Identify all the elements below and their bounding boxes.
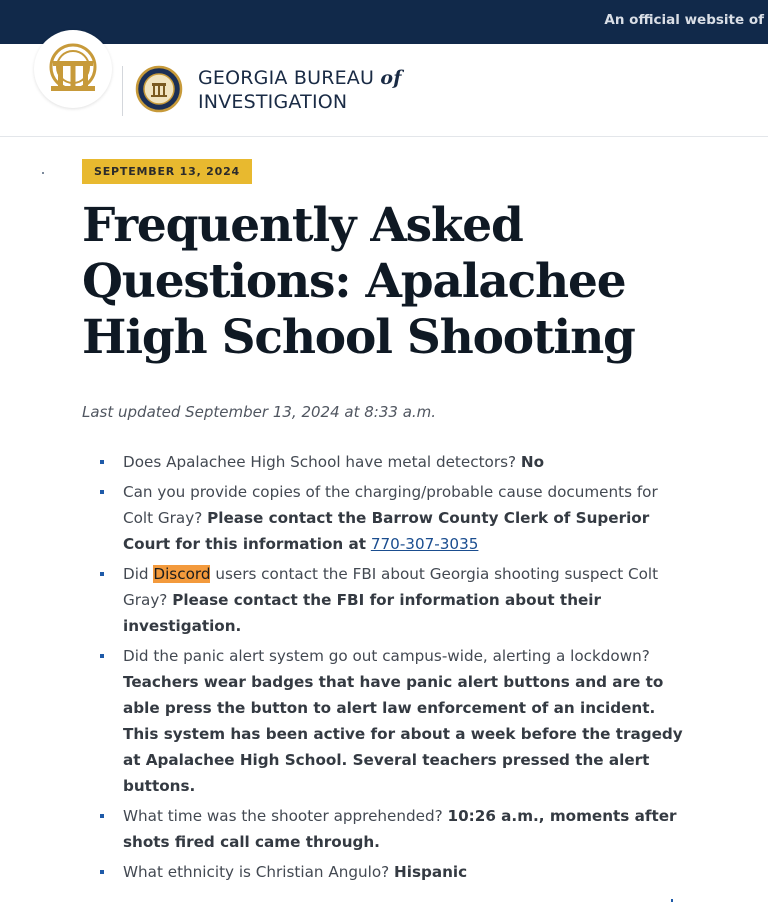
highlighted-term: Discord <box>153 565 211 583</box>
header-divider <box>122 66 123 116</box>
square-bullet-icon <box>100 870 104 874</box>
georgia-arch-logo-icon[interactable] <box>34 30 112 108</box>
agency-line2: INVESTIGATION <box>198 91 348 113</box>
faq-answer: Please contact the FBI for information about their investigation. <box>123 591 601 635</box>
faq-question-prefix: Did <box>123 565 149 583</box>
page-title: Frequently Asked Questions: Apalachee High School Shooting <box>82 198 635 365</box>
list-item <box>98 859 688 885</box>
phone-link[interactable]: 770-307-3035 <box>370 535 479 553</box>
gbi-seal-icon[interactable] <box>135 63 183 115</box>
faq-question: Can you provide copies of the charging/probable cause documents for Colt Gray? <box>123 483 658 527</box>
faq-question: Did the panic alert system go out campus-wide, alerting a lockdown? <box>123 647 650 665</box>
faq-question: What ethnicity is Christian Angulo? <box>123 863 390 881</box>
square-bullet-icon <box>100 654 104 658</box>
list-item <box>98 803 688 855</box>
square-bullet-icon <box>100 814 104 818</box>
square-bullet-icon <box>100 572 104 576</box>
top-banner <box>0 0 768 44</box>
agency-line1: GEORGIA BUREAU <box>198 67 375 89</box>
decorative-dot <box>671 899 673 902</box>
site-header <box>0 44 768 137</box>
faq-answer: 10:26 a.m., moments after shots fired call came through. <box>123 807 677 851</box>
faq-question-suffix: users contact the FBI about Georgia shooting suspect Colt Gray? <box>123 565 659 609</box>
square-bullet-icon <box>100 490 104 494</box>
list-item <box>98 479 688 557</box>
faq-question: Does Apalachee High School have metal detectors? <box>123 453 517 471</box>
agency-name[interactable] <box>198 66 402 114</box>
faq-question: What time was the shooter apprehended? <box>123 807 443 825</box>
date-badge: SEPTEMBER 13, 2024 <box>82 159 252 184</box>
list-item <box>98 561 688 639</box>
faq-answer: No <box>520 453 545 471</box>
faq-answer: Teachers wear badges that have panic alert buttons and are to able press the button to alert law enforcement of an incident. This system has been active for about a week before the tragedy at Apalachee High School. Several teachers pressed the alert buttons. <box>123 673 683 795</box>
last-updated: Last updated September 13, 2024 at 8:33 a.m. <box>82 403 437 421</box>
list-item <box>98 643 688 799</box>
official-website-text[interactable]: An official website of <box>604 12 764 28</box>
decorative-dot <box>42 172 44 174</box>
agency-of: of <box>380 67 402 89</box>
faq-answer: Please contact the Barrow County Clerk of Superior Court for this information at <box>123 509 650 553</box>
faq-answer: Hispanic <box>394 863 468 881</box>
list-item <box>98 449 688 475</box>
faq-list <box>98 449 688 889</box>
square-bullet-icon <box>100 460 104 464</box>
